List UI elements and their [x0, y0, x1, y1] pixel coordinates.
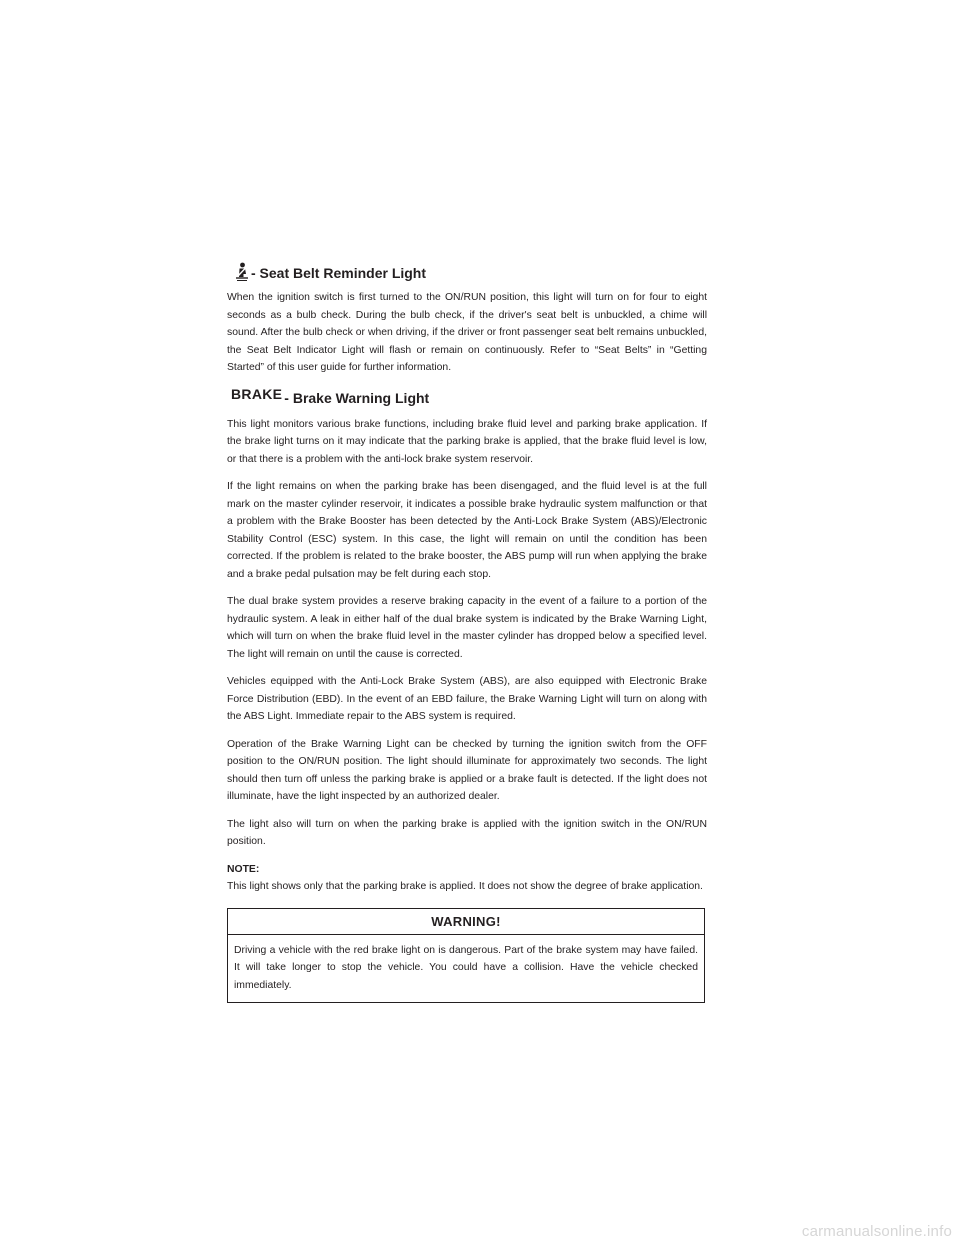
note-label: NOTE: — [227, 863, 260, 875]
seatbelt-heading — [227, 262, 707, 282]
warning-box — [227, 908, 705, 1004]
note-text: This light shows only that the parking brake is applied. It does not show the degree of brake application. — [227, 881, 703, 892]
brake-heading — [227, 385, 707, 407]
seatbelt-paragraph: When the ignition switch is first turned to the ON/RUN position, this light will turn on for four to eight seconds as a bulb check. During the bulb check, if the driver's seat belt is unbuckled, a chime will sound. After the bulb check or when driving, if the driver or front passenger seat belt remains unbuckled, the Seat Belt Indicator Light will flash or remain on continuously. Refer to “Seat Belts” in “Getting Started” of this user guide for further information. — [227, 292, 707, 373]
warning-title: WARNING! — [228, 909, 704, 935]
brake-paragraph-4: Vehicles equipped with the Anti-Lock Brake System (ABS), are also equipped with Electronic Brake Force Distribution (EBD). In the event of an EBD failure, the Brake Warning Light will turn on along with the ABS Light. Immediate repair to the ABS system is required. — [227, 676, 707, 722]
brake-paragraph-1: This light monitors various brake functions, including brake fluid level and parking brake application. If the brake light turns on it may indicate that the parking brake is applied, that the brake fluid level is low, or that there is a problem with the anti-lock brake system reservoir. — [227, 418, 707, 465]
watermark: carmanualsonline.info — [801, 1223, 952, 1240]
brake-paragraph-5: Operation of the Brake Warning Light can be checked by turning the ignition switch from the OFF position to the ON/RUN position. The light should illuminate for approximately two seconds. The light should then turn off unless the parking brake is applied or a brake fault is detected. If the light does not illuminate, have the light inspected by an authorized dealer. — [227, 738, 707, 802]
brake-title: - Brake Warning Light — [284, 389, 430, 406]
brake-paragraph-6: The light also will turn on when the parking brake is applied with the ignition switch in the ON/RUN position. — [227, 818, 707, 847]
page-content — [227, 262, 707, 1003]
brake-paragraph-2: If the light remains on when the parking brake has been disengaged, and the fluid level is at the full mark on the master cylinder reservoir, it indicates a possible brake hydraulic system malfunction or that a problem with the Brake Booster has been detected by the Anti-Lock Brake System (ABS)/Electronic Stability Control (ESC) system. In this case, the light will remain on until the condition has been corrected. If the problem is related to the brake booster, the ABS pump will run when applying the brake and a brake pedal pulsation may be felt during each stop. — [227, 481, 707, 580]
brake-icon: BRAKE — [231, 385, 283, 402]
seatbelt-icon — [233, 262, 251, 282]
warning-body — [228, 935, 704, 1003]
seatbelt-title: - Seat Belt Reminder Light — [251, 265, 427, 281]
warning-text: Driving a vehicle with the red brake light on is dangerous. Part of the brake system may have failed. It will take longer to stop the vehicle. You could have a collision. Have the vehicle checked immediately. — [234, 944, 698, 991]
brake-paragraph-3: The dual brake system provides a reserve braking capacity in the event of a failure to a portion of the hydraulic system. A leak in either half of the dual brake system is indicated by the Brake Warning Light, which will turn on when the brake fluid level in the master cylinder has dropped below a specified level. The light will remain on until the cause is corrected. — [227, 596, 707, 660]
